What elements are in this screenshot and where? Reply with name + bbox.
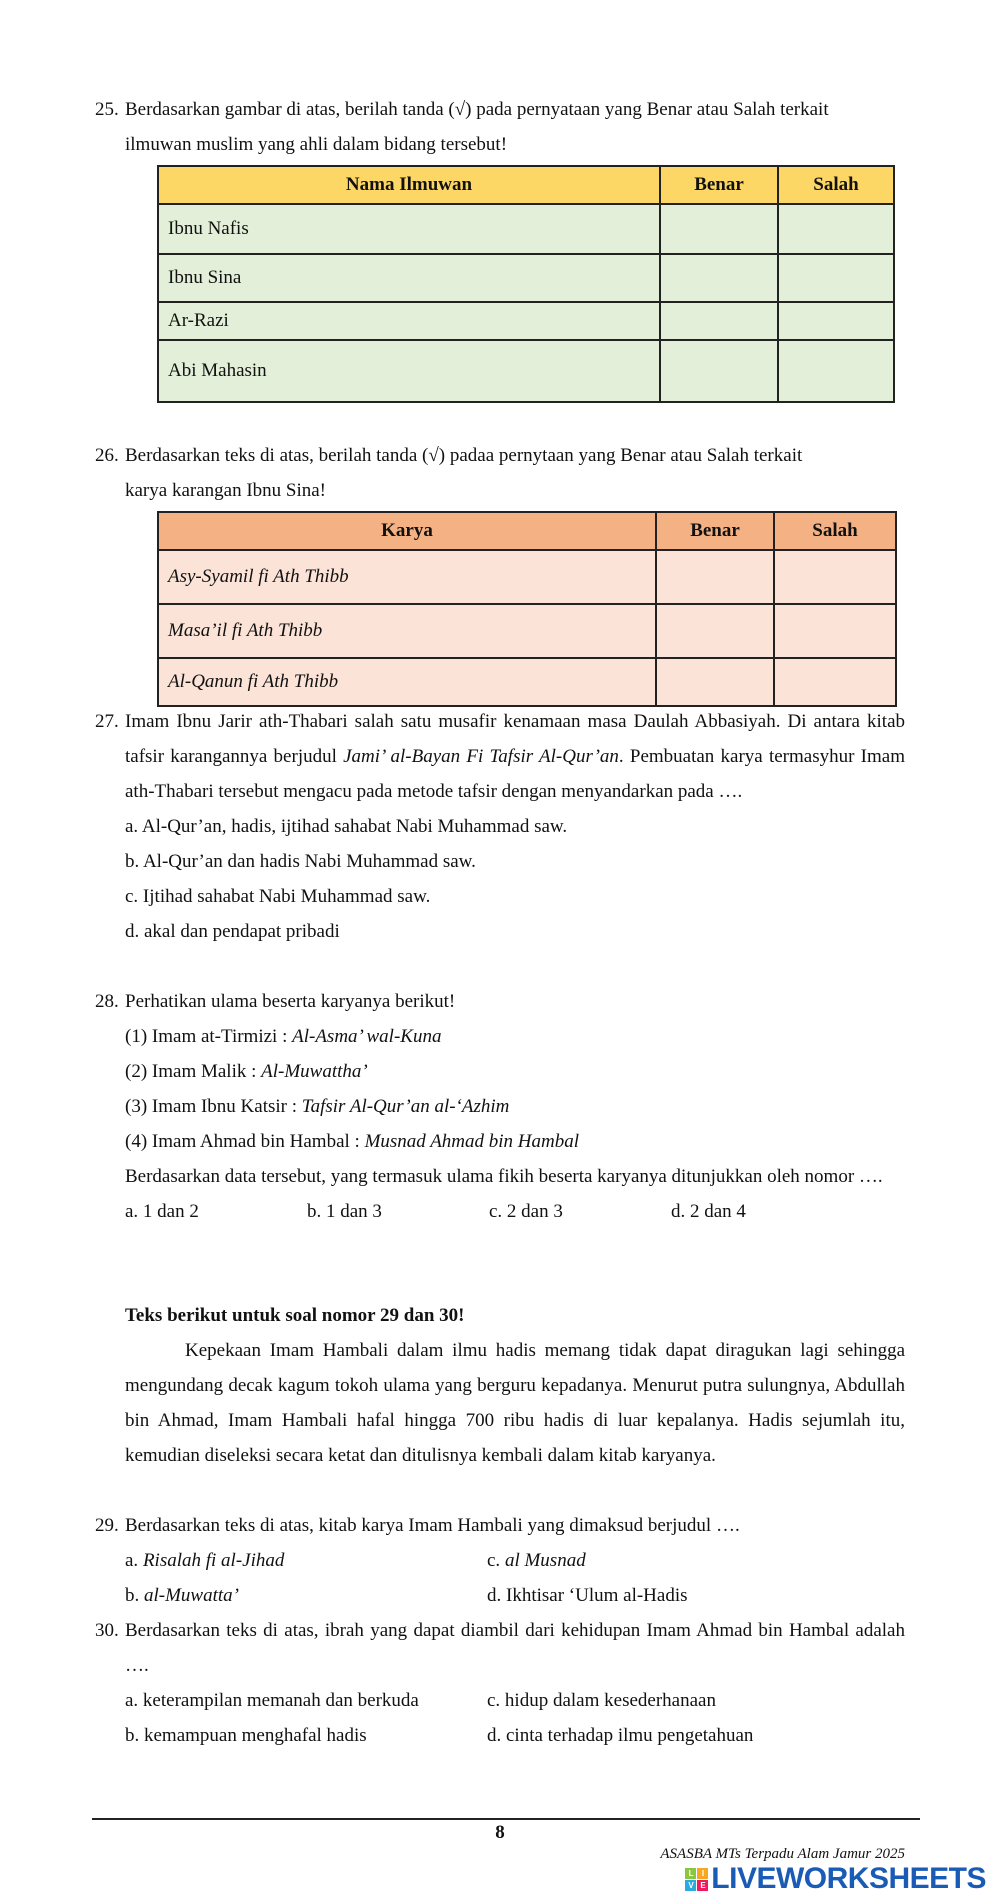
cell-benar[interactable] bbox=[660, 302, 778, 340]
option-c[interactable]: c. hidup dalam kesederhanaan bbox=[487, 1690, 716, 1711]
passage-heading: Teks berikut untuk soal nomor 29 dan 30! bbox=[125, 1305, 465, 1326]
option-d[interactable]: d. 2 dan 4 bbox=[671, 1201, 746, 1222]
question-number: 28. bbox=[95, 991, 119, 1012]
option-d[interactable]: d. Ikhtisar ‘Ulum al-Hadis bbox=[487, 1585, 688, 1606]
cell-karya: Masa’il fi Ath Thibb bbox=[158, 604, 656, 658]
question-text: Berdasarkan teks di atas, ibrah yang dapat diambil dari kehidupan Imam Ahmad bin Hambal adalah …. bbox=[125, 1620, 905, 1676]
list-item: (4) Imam Ahmad bin Hambal : Musnad Ahmad bin Hambal bbox=[125, 1131, 580, 1152]
option-b[interactable]: b. kemampuan menghafal hadis bbox=[125, 1725, 367, 1746]
cell-benar[interactable] bbox=[656, 550, 774, 604]
question-27 bbox=[95, 704, 905, 949]
table-row bbox=[158, 302, 894, 340]
logo-text: LIVEWORKSHEETS bbox=[711, 1862, 986, 1895]
question-30 bbox=[95, 1613, 905, 1753]
option-c[interactable]: c. Ijtihad sahabat Nabi Muhammad saw. bbox=[125, 886, 431, 907]
cell-salah[interactable] bbox=[774, 658, 896, 706]
cell-benar[interactable] bbox=[656, 658, 774, 706]
option-a[interactable]: a. Risalah fi al-Jihad bbox=[125, 1550, 285, 1571]
cell-name: Abi Mahasin bbox=[158, 340, 660, 402]
option-b[interactable]: b. 1 dan 3 bbox=[307, 1201, 382, 1222]
footer-school-name: ASASBA MTs Terpadu Alam Jamur 2025 bbox=[660, 1846, 905, 1862]
footer-divider bbox=[92, 1818, 920, 1820]
cell-karya: Al-Qanun fi Ath Thibb bbox=[158, 658, 656, 706]
cell-karya: Asy-Syamil fi Ath Thibb bbox=[158, 550, 656, 604]
table-row bbox=[158, 604, 896, 658]
page-number: 8 bbox=[495, 1822, 505, 1843]
table-ilmuwan bbox=[157, 165, 895, 403]
header-benar: Benar bbox=[660, 166, 778, 204]
question-text: Berdasarkan data tersebut, yang termasuk ulama fikih beserta karyanya ditunjukkan oleh nomor …. bbox=[125, 1166, 883, 1187]
question-28 bbox=[95, 984, 905, 1229]
option-b[interactable]: b. al-Muwatta’ bbox=[125, 1585, 239, 1606]
table-row bbox=[158, 340, 894, 402]
question-25 bbox=[95, 92, 905, 162]
question-number: 27. bbox=[95, 711, 119, 732]
question-number: 26. bbox=[95, 445, 119, 466]
header-nama-ilmuwan: Nama Ilmuwan bbox=[158, 166, 660, 204]
cell-name: Ibnu Nafis bbox=[158, 204, 660, 254]
passage-text: Kepekaan Imam Hambali dalam ilmu hadis memang tidak dapat diragukan lagi sehingga mengundang decak kagum tokoh ulama yang berguru kepadanya. Menurut putra sulungnya, Abdullah bin Ahmad, Imam Hambali hafal hingga 700 ribu hadis di luar kepalanya. Hadis sejumlah itu, kemudian diseleksi secara ketat dan ditulisnya kembali dalam kitab karyanya. bbox=[125, 1340, 905, 1466]
table-row bbox=[158, 550, 896, 604]
options-row bbox=[125, 1194, 905, 1229]
cell-benar[interactable] bbox=[656, 604, 774, 658]
table-row bbox=[158, 658, 896, 706]
question-text: Berdasarkan teks di atas, kitab karya Imam Hambali yang dimaksud berjudul …. bbox=[125, 1515, 740, 1536]
table-row bbox=[158, 254, 894, 302]
option-d[interactable]: d. cinta terhadap ilmu pengetahuan bbox=[487, 1725, 754, 1746]
cell-name: Ar-Razi bbox=[158, 302, 660, 340]
list-item: (2) Imam Malik : Al-Muwattha’ bbox=[125, 1061, 368, 1082]
options-row bbox=[125, 1718, 905, 1753]
question-number: 30. bbox=[95, 1620, 119, 1641]
question-text: Imam Ibnu Jarir ath-Thabari salah satu musafir kenamaan masa Daulah Abbasiyah. Di antara kitab tafsir karangannya berjudul Jami’ al-Bayan Fi Tafsir Al-Qur’an. Pembuatan karya termasyhur Imam ath-Thabari tersebut mengacu pada metode tafsir dengan menyandarkan pada …. bbox=[125, 711, 905, 802]
cell-salah[interactable] bbox=[774, 550, 896, 604]
question-text: Berdasarkan gambar di atas, berilah tanda (√) pada pernyataan yang Benar atau Salah terkait ilmuwan muslim yang ahli dalam bidang tersebut! bbox=[125, 99, 829, 155]
cell-salah[interactable] bbox=[778, 254, 894, 302]
logo-grid-icon: L I V E bbox=[685, 1868, 708, 1891]
option-b[interactable]: b. Al-Qur’an dan hadis Nabi Muhammad saw. bbox=[125, 851, 476, 872]
options-row bbox=[125, 1578, 905, 1613]
header-salah: Salah bbox=[778, 166, 894, 204]
question-29 bbox=[95, 1508, 905, 1613]
option-a[interactable]: a. keterampilan memanah dan berkuda bbox=[125, 1690, 419, 1711]
cell-salah[interactable] bbox=[778, 340, 894, 402]
cell-benar[interactable] bbox=[660, 204, 778, 254]
option-c[interactable]: c. al Musnad bbox=[487, 1550, 586, 1571]
cell-benar[interactable] bbox=[660, 254, 778, 302]
header-benar: Benar bbox=[656, 512, 774, 550]
question-text: Berdasarkan teks di atas, berilah tanda (√) padaa pernytaan yang Benar atau Salah terkait karya karangan Ibnu Sina! bbox=[125, 445, 803, 501]
liveworksheets-logo[interactable] bbox=[685, 1862, 986, 1896]
header-salah: Salah bbox=[774, 512, 896, 550]
cell-salah[interactable] bbox=[778, 302, 894, 340]
list-item: (1) Imam at-Tirmizi : Al-Asma’ wal-Kuna bbox=[125, 1026, 442, 1047]
cell-salah[interactable] bbox=[774, 604, 896, 658]
option-c[interactable]: c. 2 dan 3 bbox=[489, 1201, 563, 1222]
question-number: 25. bbox=[95, 99, 119, 120]
question-intro: Perhatikan ulama beserta karyanya berikut! bbox=[125, 991, 456, 1012]
table-row bbox=[158, 204, 894, 254]
question-number: 29. bbox=[95, 1515, 119, 1536]
cell-benar[interactable] bbox=[660, 340, 778, 402]
options-row bbox=[125, 1683, 905, 1718]
header-karya: Karya bbox=[158, 512, 656, 550]
options-row bbox=[125, 1543, 905, 1578]
option-a[interactable]: a. Al-Qur’an, hadis, ijtihad sahabat Nabi Muhammad saw. bbox=[125, 816, 568, 837]
reading-passage bbox=[125, 1298, 905, 1473]
list-item: (3) Imam Ibnu Katsir : Tafsir Al-Qur’an al-‘Azhim bbox=[125, 1096, 510, 1117]
table-karya bbox=[157, 511, 897, 707]
option-a[interactable]: a. 1 dan 2 bbox=[125, 1201, 199, 1222]
option-d[interactable]: d. akal dan pendapat pribadi bbox=[125, 921, 340, 942]
cell-name: Ibnu Sina bbox=[158, 254, 660, 302]
cell-salah[interactable] bbox=[778, 204, 894, 254]
question-26 bbox=[95, 438, 905, 508]
